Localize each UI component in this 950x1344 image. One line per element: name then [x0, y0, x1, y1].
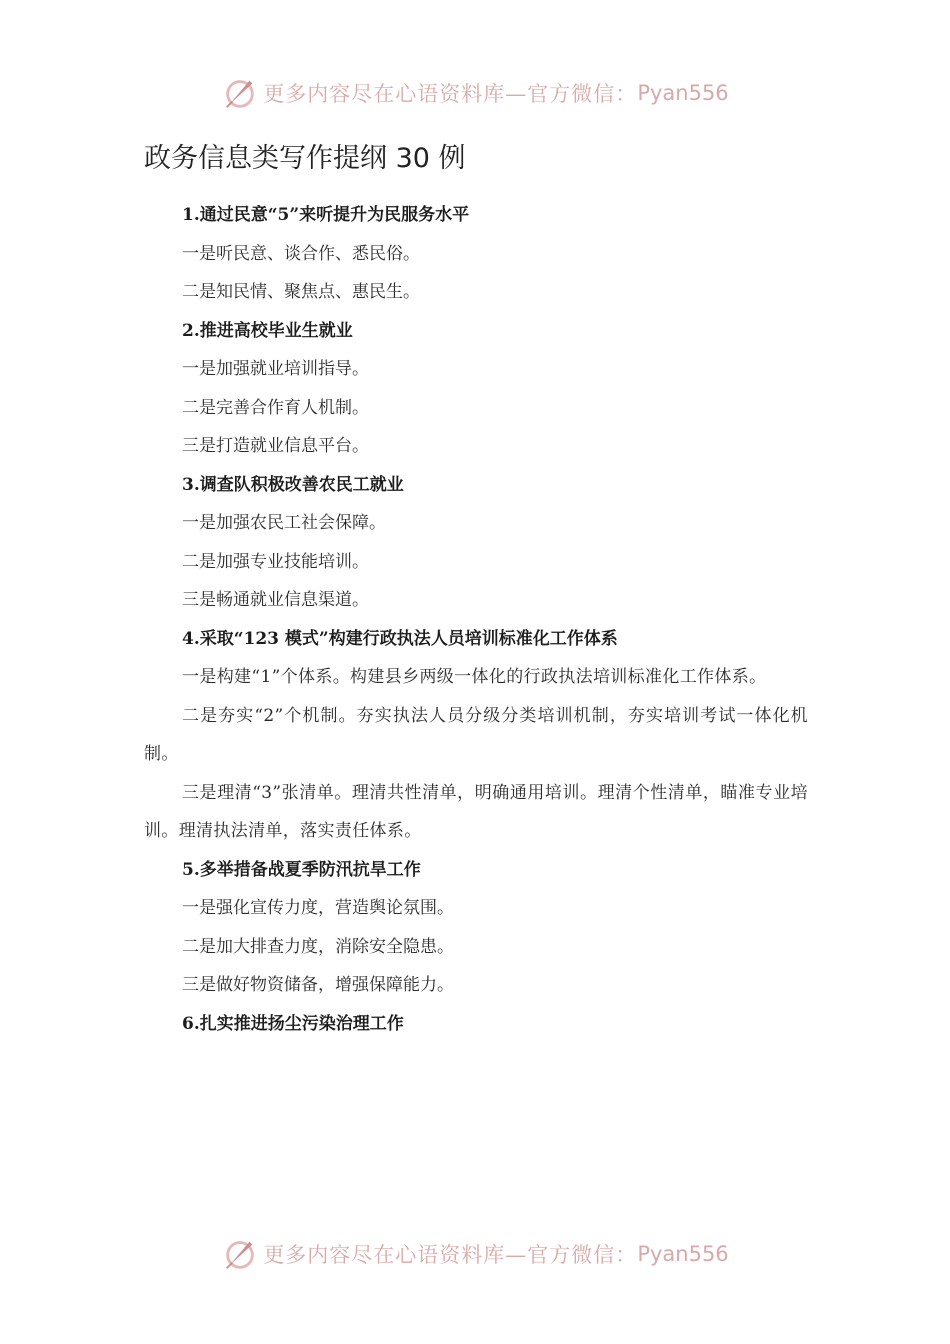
outline-point: 三是打造就业信息平台。	[182, 436, 369, 456]
section-heading: 4.采取“123 模式”构建行政执法人员培训标准化工作体系	[182, 628, 618, 649]
banner-wechat-id: Pyan556	[637, 1242, 729, 1266]
outline-point: 三是做好物资储备，增强保障能力。	[182, 975, 454, 995]
header-watermark-banner	[0, 71, 950, 115]
outline-point: 三是畅通就业信息渠道。	[182, 590, 369, 610]
footer-watermark-banner	[0, 1232, 950, 1276]
outline-point: 一是构建“1”个体系。构建县乡两级一体化的行政执法培训标准化工作体系。	[182, 667, 767, 687]
outline-point: 一是加强农民工社会保障。	[182, 513, 386, 533]
quill-pen-icon	[221, 1235, 259, 1273]
outline-point: 二是加大排查力度，消除安全隐患。	[182, 936, 454, 957]
banner-text: 更多内容尽在心语资料库—官方微信：	[263, 82, 638, 106]
outline-point: 一是加强就业培训指导。	[182, 359, 369, 379]
banner-wechat-id: Pyan556	[637, 81, 729, 105]
document-title: 政务信息类写作提纲 30 例	[144, 143, 466, 174]
section-heading: 1.通过民意“5”来听提升为民服务水平	[182, 205, 470, 225]
outline-point: 二是完善合作育人机制。	[182, 397, 369, 418]
section-heading: 3.调查队积极改善农民工就业	[182, 474, 404, 495]
outline-point: 一是听民意、谈合作、悉民俗。	[182, 243, 420, 264]
quill-pen-icon	[221, 74, 259, 112]
outline-point: 二是加强专业技能培训。	[182, 551, 369, 572]
outline-point: 二是知民情、聚焦点、惠民生。	[182, 282, 420, 302]
outline-point: 三是理清“3”张清单。理清共性清单，明确通用培训。理清个性清单，瞄准专业培训。理清执法清单，落实责任体系。	[144, 782, 808, 841]
section-heading: 2.推进高校毕业生就业	[182, 320, 353, 341]
banner-text: 更多内容尽在心语资料库—官方微信：	[263, 1243, 638, 1267]
section-heading: 5.多举措备战夏季防汛抗旱工作	[182, 859, 421, 880]
outline-point: 二是夯实“2”个机制。夯实执法人员分级分类培训机制，夯实培训考试一体化机制。	[144, 705, 808, 764]
section-heading: 6.扎实推进扬尘污染治理工作	[182, 1013, 404, 1034]
outline-point: 一是强化宣传力度，营造舆论氛围。	[182, 898, 454, 918]
document-body	[144, 196, 808, 1043]
